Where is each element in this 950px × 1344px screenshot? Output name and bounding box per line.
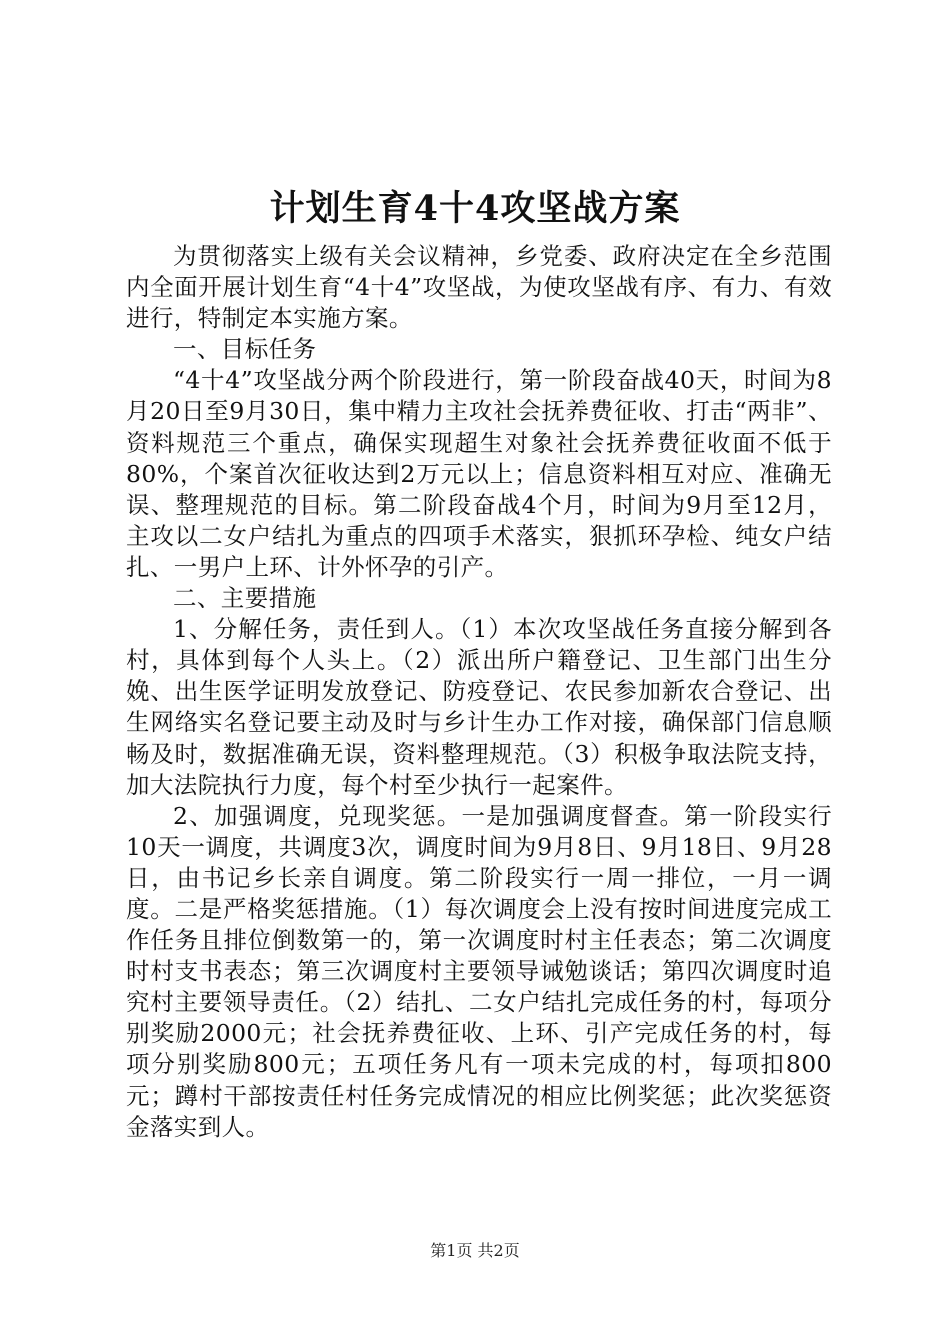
document-title: 计划生育4十4攻坚战方案 <box>269 188 681 229</box>
paragraph: 2、加强调度，兑现奖惩。一是加强调度督查。第一阶段实行10天一调度，共调度3次，调度时间为9月8日、9月18日、9月28日，由书记乡长亲自调度。第二阶段实行一周一排位，一月一调度。二是严格奖惩措施。（1）每次调度会上没有按时间进度完成工作任务且排位倒数第一的，第一次调度时村主任表态；第二次调度时村支书表态；第三次调度村主要领导诫勉谈话；第四次调度时追究村主要领导责任。（2）结扎、二女户结扎完成任务的村，每项分别奖励2000元；社会抚养费征收、上环、引产完成任务的村，每项分别奖励800元；五项任务凡有一项未完成的村，每项扣800元；蹲村干部按责任村任务完成情况的相应比例奖惩；此次奖惩资金落实到人。 <box>126 801 832 1141</box>
section-heading: 二、主要措施 <box>173 584 317 613</box>
paragraph: “4十4”攻坚战分两个阶段进行，第一阶段奋战40天，时间为8月20日至9月30日，集中精力主攻社会抚养费征收、打击“两非”、资料规范三个重点，确保实现超生对象社会抚养费征收面不低于80%，个案首次征收达到2万元以上；信息资料相互对应、准确无误、整理规范的目标。第二阶段奋战4个月，时间为9月至12月，主攻以二女户结扎为重点的四项手术落实，狠抓环孕检、纯女户结扎、一男户上环、计外怀孕的引产。 <box>126 366 832 581</box>
paragraph: 为贯彻落实上级有关会议精神，乡党委、政府决定在全乡范围内全面开展计划生育“4十4”攻坚战，为使攻坚战有序、有力、有效进行，特制定本实施方案。 <box>126 242 832 333</box>
page-footer: 第1页 共2页 <box>430 1241 520 1260</box>
section-heading: 一、目标任务 <box>173 335 317 364</box>
paragraph: 1、分解任务，责任到人。（1）本次攻坚战任务直接分解到各村，具体到每个人头上。（2）派出所户籍登记、卫生部门出生分娩、出生医学证明发放登记、防疫登记、农民参加新农合登记、出生网络实名登记要主动及时与乡计生办工作对接，确保部门信息顺畅及时，数据准确无误，资料整理规范。（3）积极争取法院支持，加大法院执行力度，每个村至少执行一起案件。 <box>126 615 832 799</box>
document-body <box>126 241 832 1143</box>
